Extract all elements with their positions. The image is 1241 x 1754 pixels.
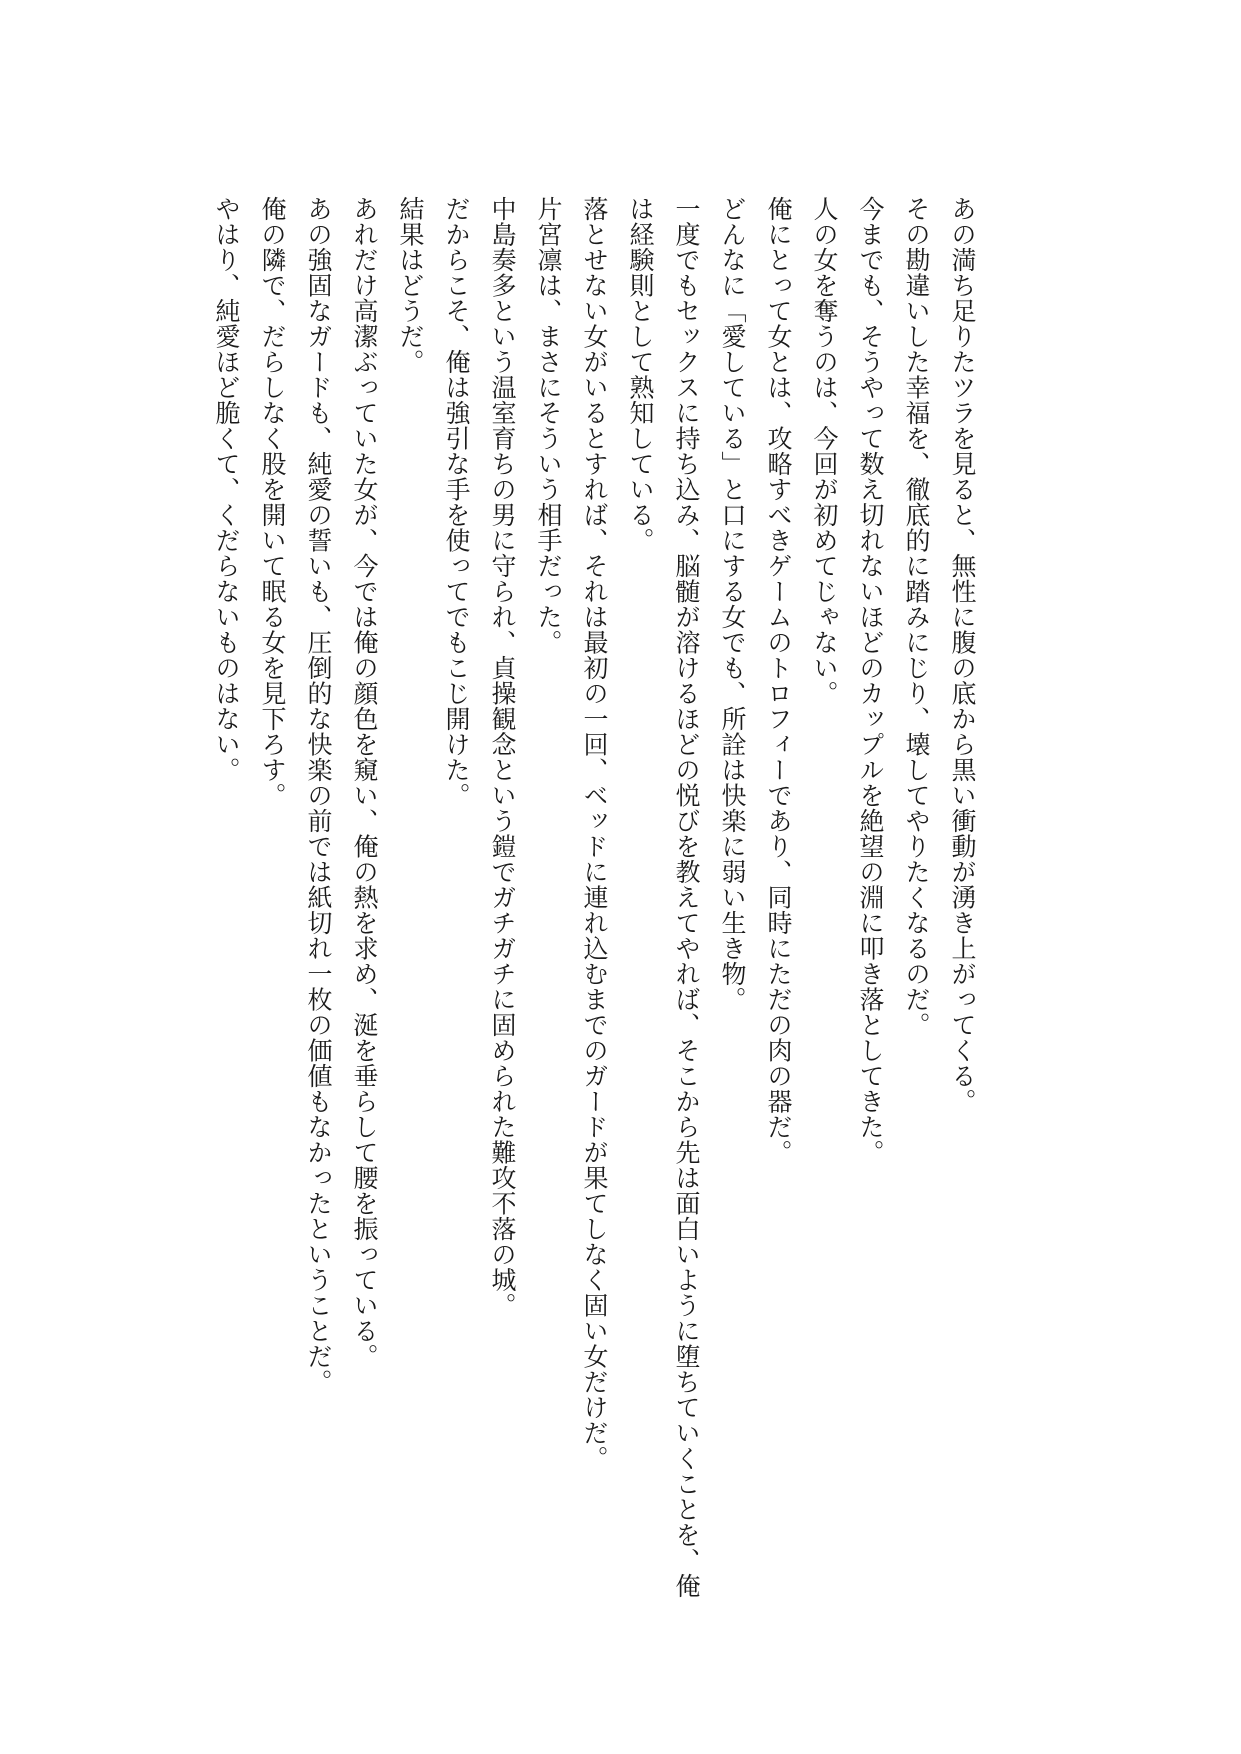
paragraph-line: 俺の隣で、だらしなく股を開いて眠る女を見下ろす。 [258, 196, 287, 808]
paragraph-line: 落とせない女がいるとすれば、それは最初の一回、ベッドに連れ込むまでのガードが果てしなく固い女だけだ。 [580, 196, 609, 1471]
novel-text-block [203, 196, 985, 1616]
paragraph-line: 人の女を奪うのは、今回が初めてじゃない。 [810, 196, 839, 706]
paragraph-line: あれだけ高潔ぶっていた女が、今では俺の顔色を窺い、俺の熱を求め、涎を垂らして腰を振っている。 [350, 196, 379, 1369]
paragraph-line: だからこそ、俺は強引な手を使ってでもこじ開けた。 [442, 196, 471, 808]
paragraph-line: やはり、純愛ほど脆くて、くだらないものはない。 [212, 196, 241, 783]
paragraph-line: 片宮凛は、まさにそういう相手だった。 [534, 196, 563, 655]
paragraph-line: あの強固なガードも、純愛の誓いも、圧倒的な快楽の前では紙切れ一枚の価値もなかったということだ。 [304, 196, 333, 1395]
paragraph-line: 一度でもセックスに持ち込み、脳髄が溶けるほどの悦びを教えてやれば、そこから先は面白いように堕ちていくことを、俺は経験則として熟知している。 [626, 196, 701, 1599]
paragraph-line: 今までも、そうやって数え切れないほどのカップルを絶望の淵に叩き落としてきた。 [856, 196, 885, 1165]
paragraph-line: あの満ち足りたツラを見ると、無性に腹の底から黒い衝動が湧き上がってくる。 [948, 196, 977, 1114]
paragraph-line: どんなに「愛している」と口にする女でも、所詮は快楽に弱い生き物。 [718, 196, 747, 1012]
paragraph-line: 結果はどうだ。 [396, 196, 425, 375]
paragraph-line: 中島奏多という温室育ちの男に守られ、貞操観念という鎧でガチガチに固められた難攻不落の城。 [488, 196, 517, 1318]
paragraph-line: 俺にとって女とは、攻略すべきゲームのトロフィーであり、同時にただの肉の器だ。 [764, 196, 793, 1165]
paragraph-line: その勘違いした幸福を、徹底的に踏みにじり、壊してやりたくなるのだ。 [902, 196, 931, 1038]
